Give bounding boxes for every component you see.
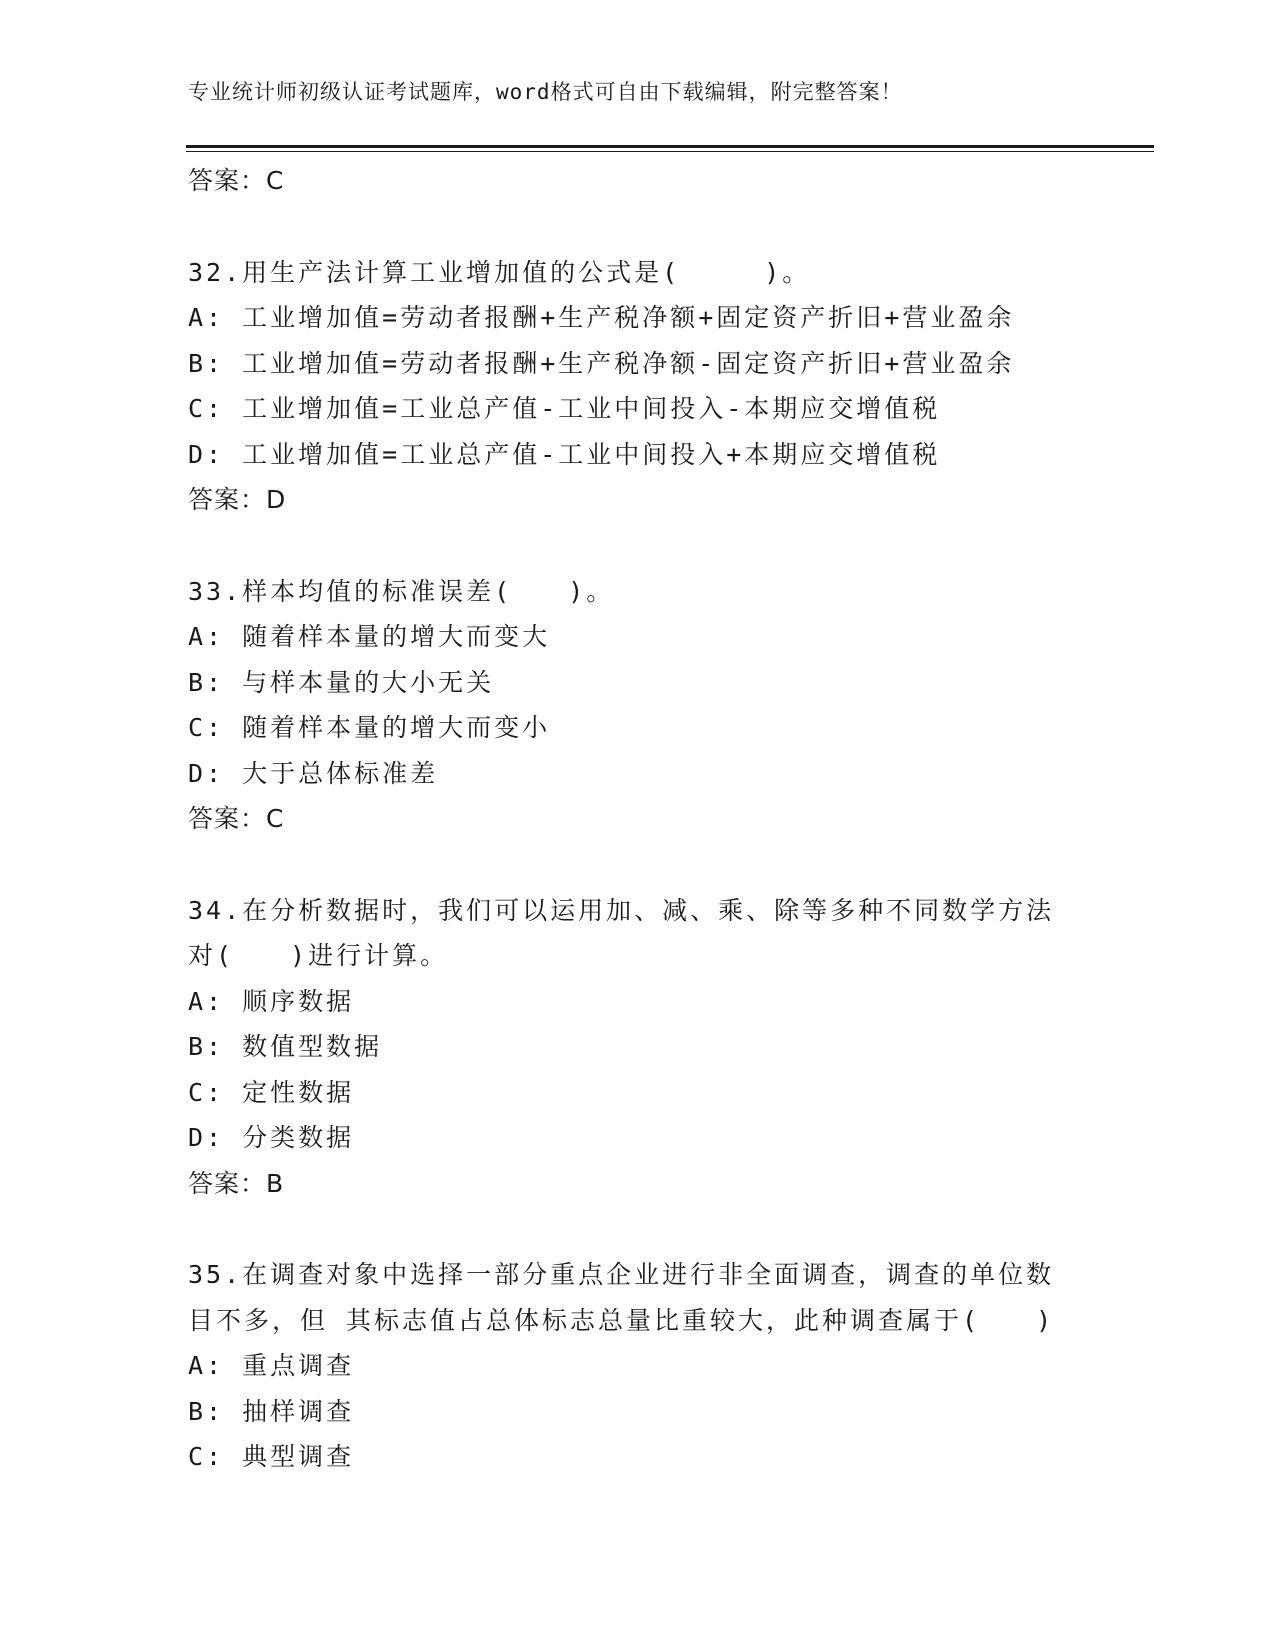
option-d: D: 分类数据	[188, 1123, 355, 1152]
answer-line: 答案：B	[188, 1168, 285, 1198]
header-rule-thin	[186, 151, 1154, 152]
option-b: B: 工业增加值=劳动者报酬+生产税净额-固定资产折旧+营业盈余	[188, 348, 1015, 378]
question-block-35	[188, 1252, 1088, 1480]
option-c: C: 随着样本量的增大而变小	[188, 713, 551, 742]
option-d: D: 大于总体标准差	[188, 758, 439, 788]
option-a: A: 工业增加值=劳动者报酬+生产税净额+固定资产折旧+营业盈余	[188, 303, 1015, 332]
question-block-33	[188, 569, 1088, 842]
option-b: B: 与样本量的大小无关	[188, 667, 495, 697]
question-stem-continued: 目不多，但 其标志值占总体标志总量比重较大，此种调查属于( )	[188, 1305, 1055, 1335]
option-d: D: 工业增加值=工业总产值-工业中间投入+本期应交增值税	[188, 439, 941, 469]
document-body	[188, 158, 1088, 1480]
option-c: C: 典型调查	[188, 1442, 355, 1471]
option-a: A: 随着样本量的增大而变大	[188, 622, 551, 651]
question-stem: 33.样本均值的标准误差( )。	[188, 576, 615, 606]
answer-line: 答案：C	[188, 166, 285, 195]
option-a: A: 顺序数据	[188, 986, 355, 1016]
option-a: A: 重点调查	[188, 1351, 355, 1380]
page-header: 专业统计师初级认证考试题库，word格式可自由下载编辑，附完整答案！	[188, 80, 903, 104]
answer-line: 答案：C	[188, 804, 285, 833]
option-b: B: 抽样调查	[188, 1396, 355, 1426]
question-block-32	[188, 250, 1088, 523]
question-stem: 34.在分析数据时，我们可以运用加、减、乘、除等多种不同数学方法	[188, 895, 1055, 925]
question-stem-continued: 对( )进行计算。	[188, 941, 449, 970]
option-c: C: 定性数据	[188, 1077, 355, 1107]
question-block-34	[188, 888, 1088, 1207]
question-stem: 32.用生产法计算工业增加值的公式是( )。	[188, 257, 811, 287]
answer-line: 答案：D	[188, 485, 287, 514]
option-b: B: 数值型数据	[188, 1032, 383, 1061]
option-c: C: 工业增加值=工业总产值-工业中间投入-本期应交增值税	[188, 394, 941, 423]
question-stem: 35.在调查对象中选择一部分重点企业进行非全面调查，调查的单位数	[188, 1260, 1055, 1289]
header-rule-thick	[186, 145, 1154, 148]
